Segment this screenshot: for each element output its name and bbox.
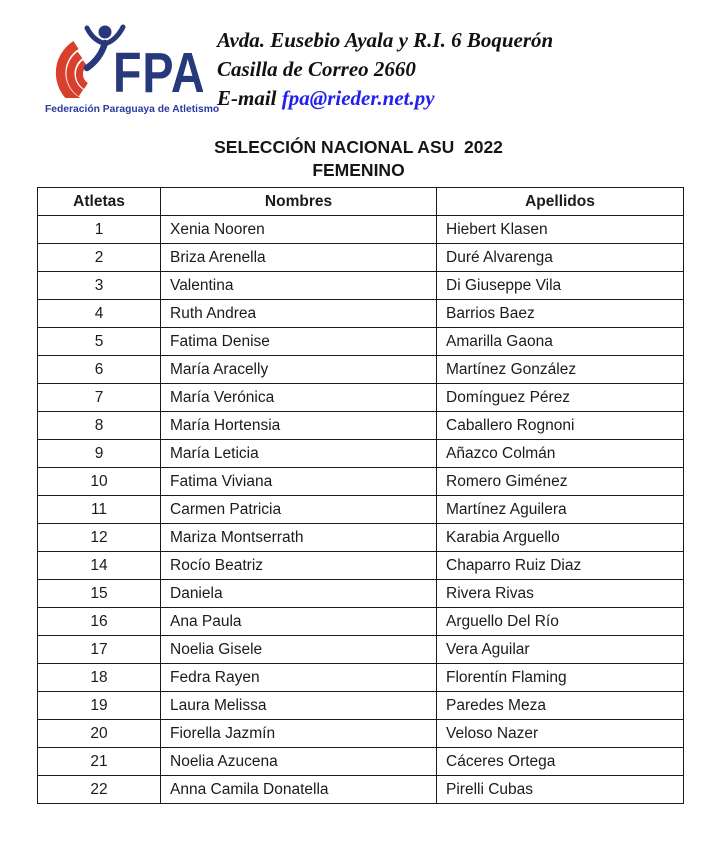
athlete-number-cell: 19	[38, 692, 161, 720]
first-names-cell: Daniela	[161, 580, 437, 608]
athlete-number-cell: 14	[38, 552, 161, 580]
logo-caption: Federación Paraguaya de Atletismo	[45, 104, 220, 115]
athlete-number-cell: 7	[38, 384, 161, 412]
athlete-number-cell: 16	[38, 608, 161, 636]
last-names-cell: Rivera Rivas	[437, 580, 684, 608]
last-names-cell: Cáceres Ortega	[437, 748, 684, 776]
table-row	[38, 524, 684, 552]
fpa-logo	[45, 22, 220, 115]
column-header-atletas: Atletas	[38, 188, 161, 216]
table-row	[38, 664, 684, 692]
email-line	[217, 84, 553, 113]
athletes-table	[37, 187, 684, 804]
last-names-cell: Duré Alvarenga	[437, 244, 684, 272]
first-names-cell: Laura Melissa	[161, 692, 437, 720]
last-names-cell: Caballero Rognoni	[437, 412, 684, 440]
table-row	[38, 552, 684, 580]
first-names-cell: Noelia Gisele	[161, 636, 437, 664]
first-names-cell: Ruth Andrea	[161, 300, 437, 328]
column-header-apellidos: Apellidos	[437, 188, 684, 216]
first-names-cell: Fatima Viviana	[161, 468, 437, 496]
first-names-cell: Mariza Montserrath	[161, 524, 437, 552]
table-row	[38, 720, 684, 748]
athlete-number-cell: 1	[38, 216, 161, 244]
athlete-number-cell: 20	[38, 720, 161, 748]
athlete-number-cell: 2	[38, 244, 161, 272]
athlete-number-cell: 6	[38, 356, 161, 384]
last-names-cell: Hiebert Klasen	[437, 216, 684, 244]
first-names-cell: Rocío Beatriz	[161, 552, 437, 580]
athlete-number-cell: 21	[38, 748, 161, 776]
first-names-cell: Xenia Nooren	[161, 216, 437, 244]
table-row	[38, 468, 684, 496]
address-line-1: Avda. Eusebio Ayala y R.I. 6 Boquerón	[217, 28, 554, 52]
last-names-cell: Martínez González	[437, 356, 684, 384]
last-names-cell: Añazco Colmán	[437, 440, 684, 468]
athlete-number-cell: 17	[38, 636, 161, 664]
last-names-cell: Martínez Aguilera	[437, 496, 684, 524]
fpa-acronym: FPA	[113, 41, 203, 98]
letterhead	[45, 22, 687, 115]
first-names-cell: Fatima Denise	[161, 328, 437, 356]
athlete-number-cell: 10	[38, 468, 161, 496]
last-names-cell: Veloso Nazer	[437, 720, 684, 748]
address-block	[217, 22, 553, 113]
title-line-1: SELECCIÓN NACIONAL ASU 2022	[214, 137, 503, 157]
athlete-number-cell: 22	[38, 776, 161, 804]
athlete-number-cell: 4	[38, 300, 161, 328]
first-names-cell: Carmen Patricia	[161, 496, 437, 524]
table-row	[38, 496, 684, 524]
table-row	[38, 580, 684, 608]
first-names-cell: María Verónica	[161, 384, 437, 412]
table-header-row	[38, 188, 684, 216]
last-names-cell: Vera Aguilar	[437, 636, 684, 664]
last-names-cell: Chaparro Ruiz Diaz	[437, 552, 684, 580]
table-row	[38, 748, 684, 776]
last-names-cell: Paredes Meza	[437, 692, 684, 720]
athlete-number-cell: 8	[38, 412, 161, 440]
table-row	[38, 692, 684, 720]
table-row	[38, 412, 684, 440]
email-label: E-mail	[217, 86, 277, 110]
last-names-cell: Di Giuseppe Vila	[437, 272, 684, 300]
first-names-cell: Fedra Rayen	[161, 664, 437, 692]
first-names-cell: Ana Paula	[161, 608, 437, 636]
last-names-cell: Romero Giménez	[437, 468, 684, 496]
table-row	[38, 244, 684, 272]
first-names-cell: Fiorella Jazmín	[161, 720, 437, 748]
table-row	[38, 776, 684, 804]
email-link[interactable]: fpa@rieder.net.py	[281, 86, 435, 110]
athlete-number-cell: 18	[38, 664, 161, 692]
last-names-cell: Pirelli Cubas	[437, 776, 684, 804]
athlete-number-cell: 15	[38, 580, 161, 608]
column-header-nombres: Nombres	[161, 188, 437, 216]
table-row	[38, 440, 684, 468]
athlete-number-cell: 11	[38, 496, 161, 524]
table-row	[38, 356, 684, 384]
last-names-cell: Domínguez Pérez	[437, 384, 684, 412]
address-line-2: Casilla de Correo 2660	[217, 57, 416, 81]
document-title	[0, 136, 717, 182]
table-row	[38, 608, 684, 636]
first-names-cell: Valentina	[161, 272, 437, 300]
fpa-logo-icon	[45, 22, 203, 98]
first-names-cell: Briza Arenella	[161, 244, 437, 272]
athlete-number-cell: 5	[38, 328, 161, 356]
table-row	[38, 216, 684, 244]
first-names-cell: Noelia Azucena	[161, 748, 437, 776]
table-row	[38, 272, 684, 300]
athlete-number-cell: 9	[38, 440, 161, 468]
first-names-cell: María Leticia	[161, 440, 437, 468]
table-row	[38, 300, 684, 328]
last-names-cell: Florentín Flaming	[437, 664, 684, 692]
athlete-number-cell: 3	[38, 272, 161, 300]
last-names-cell: Arguello Del Río	[437, 608, 684, 636]
first-names-cell: María Aracelly	[161, 356, 437, 384]
table-row	[38, 636, 684, 664]
title-line-2: FEMENINO	[312, 160, 405, 180]
table-row	[38, 384, 684, 412]
table-row	[38, 328, 684, 356]
last-names-cell: Barrios Baez	[437, 300, 684, 328]
last-names-cell: Karabia Arguello	[437, 524, 684, 552]
athlete-number-cell: 12	[38, 524, 161, 552]
first-names-cell: Anna Camila Donatella	[161, 776, 437, 804]
last-names-cell: Amarilla Gaona	[437, 328, 684, 356]
first-names-cell: María Hortensia	[161, 412, 437, 440]
